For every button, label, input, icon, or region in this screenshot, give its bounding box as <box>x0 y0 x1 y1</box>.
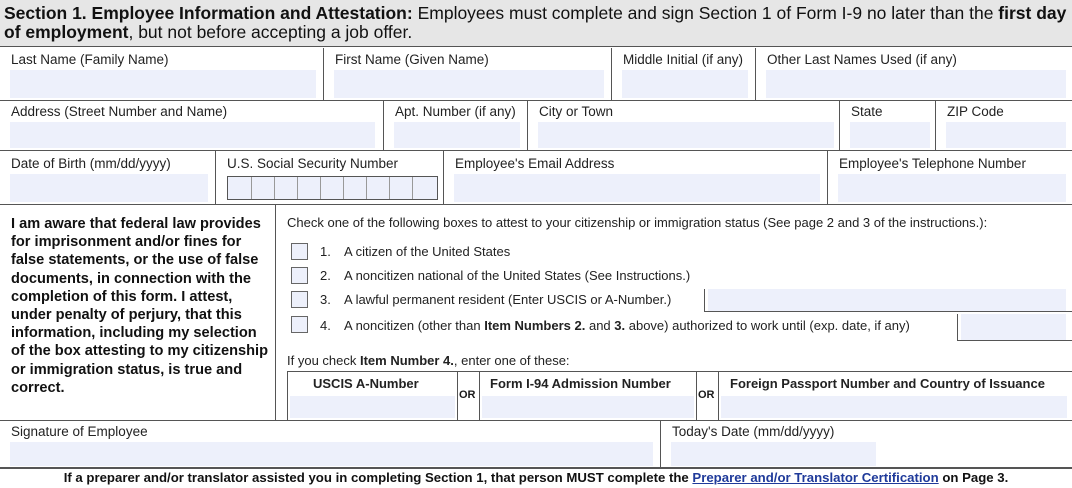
other-last-names-field[interactable] <box>766 70 1066 98</box>
city-field[interactable] <box>538 122 834 148</box>
or-label-1: OR <box>459 389 476 401</box>
footer-note: If a preparer and/or translator assisted you in completing Section 1, that person MUST complete the Preparer and/or Translator Certification on Page 3. <box>63 470 1009 485</box>
signature-field[interactable] <box>10 442 653 466</box>
citizen-checkbox[interactable] <box>291 243 308 260</box>
permanent-resident-checkbox[interactable] <box>291 291 308 308</box>
apt-number-label: Apt. Number (if any) <box>395 104 516 119</box>
noncitizen-authorized-checkbox[interactable] <box>291 316 308 333</box>
dob-label: Date of Birth (mm/dd/yyyy) <box>11 156 171 171</box>
email-field[interactable] <box>454 174 820 202</box>
address-field[interactable] <box>10 122 375 148</box>
section-header-text: Section 1. Employee Information and Attestation: Employees must complete and sign Section 1 of Form I-9 no later than the first day of employment, but not before accepting a job offer. <box>4 3 1067 42</box>
state-field[interactable] <box>850 122 930 148</box>
phone-field[interactable] <box>838 174 1066 202</box>
zip-label: ZIP Code <box>947 104 1004 119</box>
email-label: Employee's Email Address <box>455 156 615 171</box>
passport-number-label: Foreign Passport Number and Country of Issuance <box>730 376 1045 391</box>
uscis-a-number-field-option3[interactable] <box>708 289 1066 311</box>
option-4-number: 4. <box>320 318 331 333</box>
zip-field[interactable] <box>946 122 1066 148</box>
apt-number-field[interactable] <box>394 122 520 148</box>
last-name-field[interactable] <box>10 70 316 98</box>
dob-field[interactable] <box>10 174 208 202</box>
item4-instructions: If you check Item Number 4., enter one of these: <box>287 353 570 368</box>
passport-number-field[interactable] <box>721 396 1067 418</box>
noncitizen-national-checkbox[interactable] <box>291 267 308 284</box>
city-label: City or Town <box>539 104 614 119</box>
ssn-label: U.S. Social Security Number <box>227 156 399 171</box>
todays-date-field[interactable] <box>671 442 876 466</box>
other-last-names-label: Other Last Names Used (if any) <box>767 52 957 67</box>
option-3-number: 3. <box>320 292 331 307</box>
i94-number-label: Form I-94 Admission Number <box>490 376 671 391</box>
option-1-label: A citizen of the United States <box>344 244 511 259</box>
todays-date-label: Today's Date (mm/dd/yyyy) <box>672 424 835 439</box>
first-name-field[interactable] <box>334 70 604 98</box>
or-label-2: OR <box>698 389 715 401</box>
address-label: Address (Street Number and Name) <box>11 104 228 119</box>
middle-initial-field[interactable] <box>622 70 748 98</box>
option-1-number: 1. <box>320 244 331 259</box>
phone-label: Employee's Telephone Number <box>839 156 1026 171</box>
first-name-label: First Name (Given Name) <box>335 52 489 67</box>
signature-label: Signature of Employee <box>11 424 148 439</box>
state-label: State <box>851 104 883 119</box>
option-2-label: A noncitizen national of the United States (See Instructions.) <box>344 268 691 283</box>
option-3-label: A lawful permanent resident (Enter USCIS or A-Number.) <box>344 292 672 307</box>
last-name-label: Last Name (Family Name) <box>11 52 169 67</box>
middle-initial-label: Middle Initial (if any) <box>623 52 744 67</box>
i94-number-field[interactable] <box>482 396 694 418</box>
section-title: Section 1. Employee Information and Attestation: <box>4 3 413 23</box>
uscis-a-number-label: USCIS A-Number <box>313 376 419 391</box>
citizenship-instructions: Check one of the following boxes to attest to your citizenship or immigration status (See page 2 and 3 of the instructions.): <box>287 215 988 230</box>
option-4-label: A noncitizen (other than Item Numbers 2. and 3. above) authorized to work until (exp. date, if any) <box>344 318 910 333</box>
ssn-field[interactable] <box>227 176 438 200</box>
expiration-date-field[interactable] <box>961 314 1066 340</box>
preparer-certification-link[interactable]: Preparer and/or Translator Certification <box>692 470 939 485</box>
attestation-statement: I am aware that federal law provides for imprisonment and/or fines for false statements, or the use of false documents, in connection with the completion of this form. I attest, under penalty of perjury, that this information, including my selection of the box attesting to my citizenship or immigration status, is true and correct. <box>11 216 269 396</box>
uscis-a-number-field[interactable] <box>290 396 455 418</box>
option-2-number: 2. <box>320 268 331 283</box>
